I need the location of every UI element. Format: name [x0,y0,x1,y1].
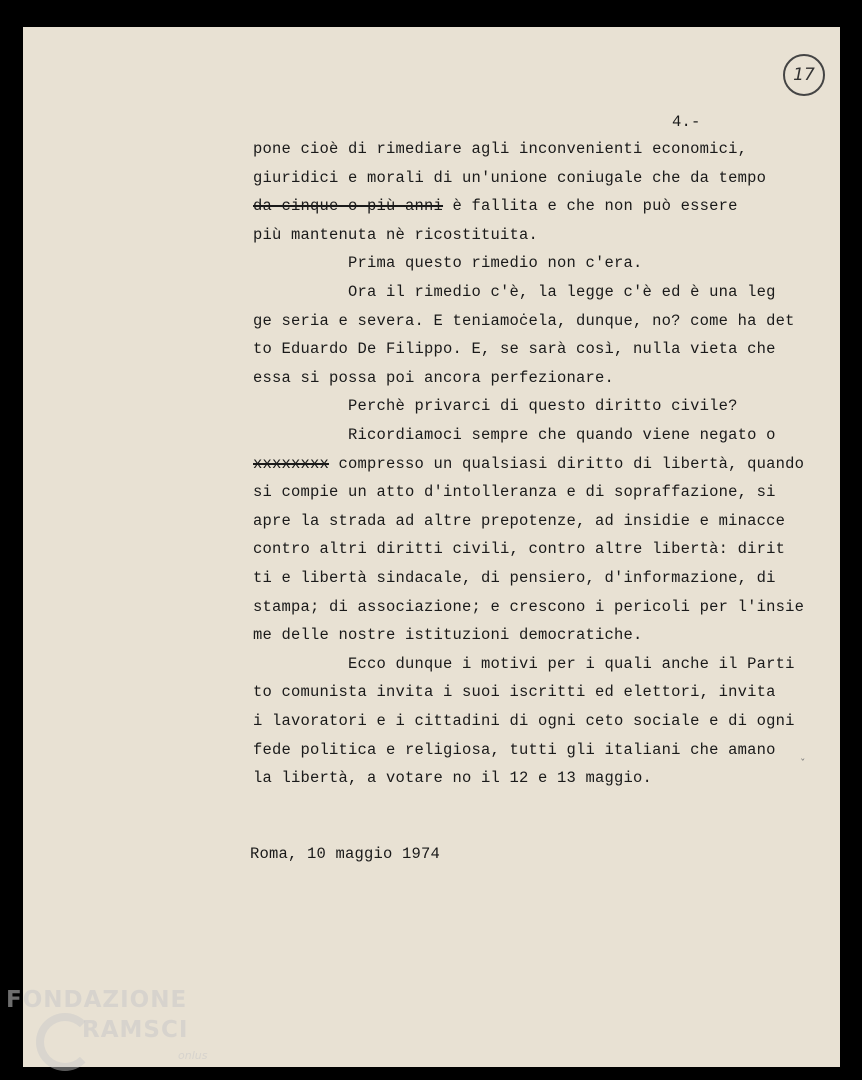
text-line: ti e libertà sindacale, di pensiero, d'informazione, di [253,569,776,587]
text-line: Prima questo rimedio non c'era. [253,254,643,273]
text-line: to Eduardo De Filippo. E, se sarà così, nulla vieta che [253,340,776,359]
text-line: contro altri diritti civili, contro altre libertà: dirit [253,540,786,559]
text-line: i lavoratori e i cittadini di ogni ceto sociale e di ogni [253,712,795,730]
text-line: me delle nostre istituzioni democratiche. [253,626,643,645]
pencil-mark: ˇ [800,757,806,770]
struck-text: xxxxxxxx [253,454,330,473]
text-line: giuridici e morali di un'unione coniugale che da tempo [253,168,767,187]
line-text: compresso un qualsiasi diritto di libertà, quando [329,454,805,473]
watermark-line2: RAMSCI [82,1017,189,1043]
text-line [253,197,738,215]
handwritten-page-marker: 17 [783,54,825,96]
text-line: più mantenuta nè ricostituita. [253,225,539,244]
page-number: 4.- [672,113,701,131]
text-line [253,455,804,473]
text-line: Ricordiamoci sempre che quando viene negato o [253,426,776,444]
text-line: apre la strada ad altre prepotenze, ad insidie e minacce [253,511,786,530]
text-line: fede politica e religiosa, tutti gli italiani che amano [253,740,776,759]
text-line: to comunista invita i suoi iscritti ed elettori, invita [253,683,776,702]
text-line: Ora il rimedio c'è, la legge c'è ed è una leg [253,283,776,301]
fondazione-gramsci-watermark [6,987,208,1062]
date-line: Roma, 10 maggio 1974 [250,845,441,863]
struck-text: da cinque o più anni [253,197,444,216]
text-line: Perchè privarci di questo diritto civile? [253,397,738,416]
text-line: si compie un atto d'intolleranza e di sopraffazione, si [253,483,776,502]
text-line: pone cioè di rimediare agli inconvenienti economici, [253,140,748,158]
text-line: stampa; di associazione; e crescono i pericoli per l'insie [253,597,805,616]
text-line: ge seria e severa. E teniamoċela, dunque, no? come ha det [253,311,795,330]
text-line: la libertà, a votare no il 12 e 13 maggio. [253,769,653,788]
watermark-line1: FONDAZIONE [6,987,188,1013]
line-text: è fallita e che non può essere [443,197,738,216]
watermark-suffix: onlus [178,1049,208,1062]
text-line: Ecco dunque i motivi per i quali anche il Parti [253,654,795,673]
text-line: essa si possa poi ancora perfezionare. [253,368,615,387]
